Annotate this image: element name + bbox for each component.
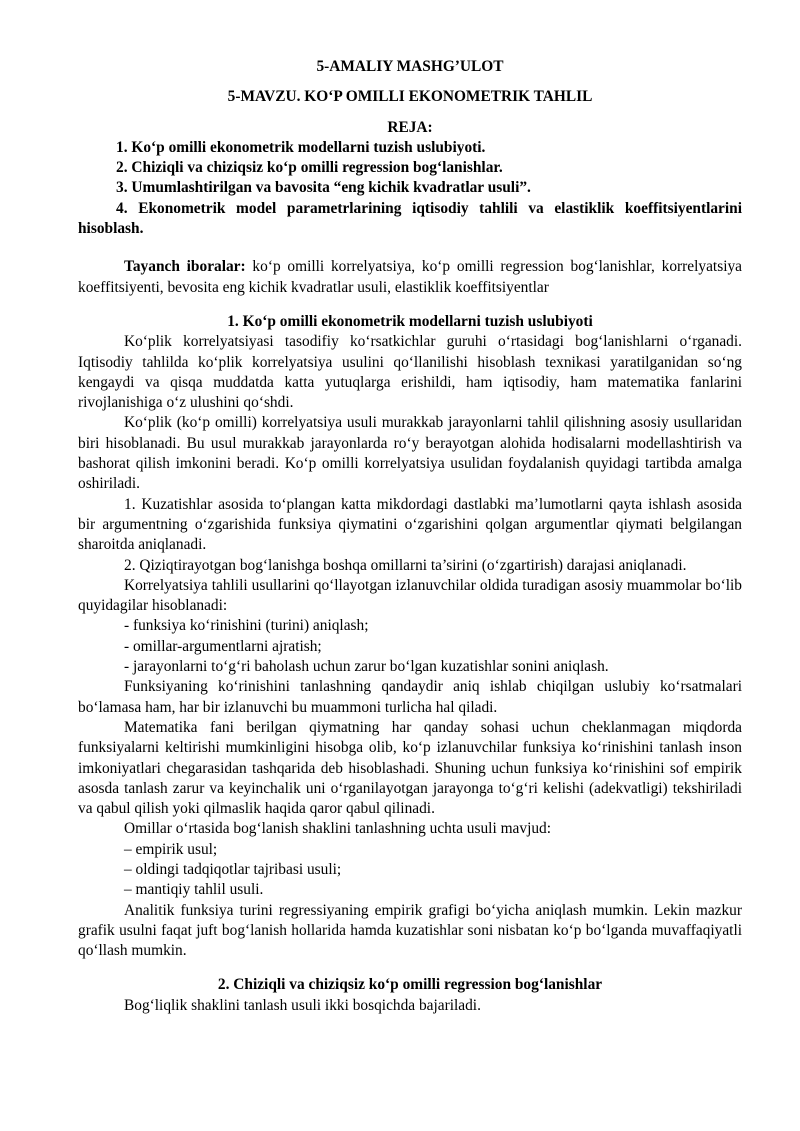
methods-list — [78, 840, 742, 901]
plan-item: 2. Chiziqli va chiziqsiz ko‘p omilli regression bog‘lanishlar. — [116, 159, 503, 177]
plan-list — [78, 138, 742, 239]
list-item: – empirik usul; — [124, 840, 218, 858]
plan-item: 4. Ekonometrik model parametrlarining iqtisodiy tahlili va elastiklik koeffitsiyentlarini hisoblash. — [78, 199, 742, 238]
paragraph: 2. Qiziqtirayotgan bog‘lanishga boshqa omillarni ta’sirini (o‘zgartirish) darajasi aniqlanadi. — [124, 556, 687, 574]
paragraph: Korrelyatsiya tahlili usullarini qo‘llayotgan izlanuvchilar oldida turadigan asosiy muammolar bo‘lib quyidagilar hisoblanadi: — [78, 576, 742, 615]
problems-list — [78, 616, 742, 677]
section2-heading: 2. Chiziqli va chiziqsiz ko‘p omilli regression bog‘lanishlar — [217, 976, 603, 994]
paragraph: Ko‘plik (ko‘p omilli) korrelyatsiya usuli murakkab jarayonlarni tahlil qilishning asosiy usullaridan biri hisoblanadi. Bu usul murakkab jarayonlarda ro‘y berayotgan alohida hodisalarni modellashtirish va bashorat qilish imkonini beradi. Ko‘p omilli korrelyatsiya usulidan foydalanish quyidagi tartibda amalga oshiriladi. — [78, 414, 742, 493]
list-item: - funksiya ko‘rinishini (turini) aniqlash; — [124, 617, 369, 635]
paragraph: Matematika fani berilgan qiymatning har qanday sohasi uchun cheklanmagan miqdorda funksiyalarni keltirishi mumkinligini hisobga olib, ko‘p izlanuvchilar funksiya ko‘rinishini tanlash inson imkoniyatlari chegarasidan tashqarida deb hisoblashadi. Shuning uchun funksiya ko‘rinishini sof empirik asosda tanlash zarur va keyinchalik uni o‘rganilayotgan jarayonga to‘g‘ri kelishi (adekvatligi) tekshiriladi va qabul qilish yoki qilmaslik haqida qaror qabul qilinadi. — [78, 718, 742, 818]
paragraph: Funksiyaning ko‘rinishini tanlashning qandaydir aniq ishlab chiqilgan uslubiy ko‘rsatmalari bo‘lamasa ham, har bir izlanuvchi bu muammoni turlicha hal qiladi. — [78, 678, 742, 716]
topic-title: 5-MAVZU. KO‘P OMILLI EKONOMETRIK TAHLIL — [227, 88, 593, 106]
paragraph: Ko‘plik korrelyatsiyasi tasodifiy ko‘rsatkichlar guruhi o‘rtasidagi bog‘lanishlarni o‘rganadi. Iqtisodiy tahlilda ko‘plik korrelyatsiya usulini qo‘llanilishi hisoblash texnikasi yaratilganidan so‘ng kengaydi va qisqa muddatda katta yutuqlarga erishildi, ham iqtisodiy, ham matematika fanlarini rivojlanishiga o‘z ulushini qo‘shdi. — [78, 333, 742, 412]
list-item: – oldingi tadqiqotlar tajribasi usuli; — [124, 860, 342, 878]
plan-item: 1. Ko‘p omilli ekonometrik modellarni tuzish uslubiyoti. — [116, 138, 486, 156]
list-item: - omillar-argumentlarni ajratish; — [124, 637, 322, 655]
keywords-text: ko‘p omilli korrelyatsiya, ko‘p omilli regression bog‘lanishlar, korrelyatsiya koeffitsiyenti, bevosita eng kichik kvadratlar usuli, elastiklik koeffitsiyentlar — [78, 258, 742, 296]
keywords-paragraph — [78, 257, 742, 298]
list-item: – mantiqiy tahlil usuli. — [124, 881, 264, 899]
plan-title: REJA: — [387, 118, 433, 136]
section1-heading: 1. Ko‘p omilli ekonometrik modellarni tuzish uslubiyoti — [227, 312, 593, 330]
paragraph: Omillar o‘rtasida bog‘lanish shaklini tanlashning uchta usuli mavjud: — [124, 820, 552, 838]
list-item: - jarayonlarni to‘g‘ri baholash uchun zarur bo‘lgan kuzatishlar sonini aniqlash. — [124, 658, 609, 676]
paragraph: 1. Kuzatishlar asosida to‘plangan katta mikdordagi dastlabki ma’lumotlarni qayta ishlash asosida bir argumentning o‘zgarishida funksiya qiymatini o‘zgarishini qolgan argumentlar qiymati belgilangan sharoitda aniqlanadi. — [78, 495, 742, 554]
document-page — [78, 57, 742, 1016]
paragraph: Analitik funksiya turini regressiyaning empirik grafigi bo‘yicha aniqlash mumkin. Lekin mazkur grafik usulni faqat juft bog‘lanish hollarida hamda kuzatishlar soni nisbatan ko‘p bo‘lganda muvaffaqiyatli qo‘llash mumkin. — [78, 901, 742, 960]
plan-item: 3. Umumlashtirilgan va bavosita “eng kichik kvadratlar usuli”. — [116, 179, 531, 197]
practice-title: 5-AMALIY MASHG’ULOT — [316, 58, 504, 75]
paragraph: Bog‘liqlik shaklini tanlash usuli ikki bosqichda bajariladi. — [124, 996, 481, 1014]
keywords-label: Tayanch iboralar: — [124, 258, 246, 276]
